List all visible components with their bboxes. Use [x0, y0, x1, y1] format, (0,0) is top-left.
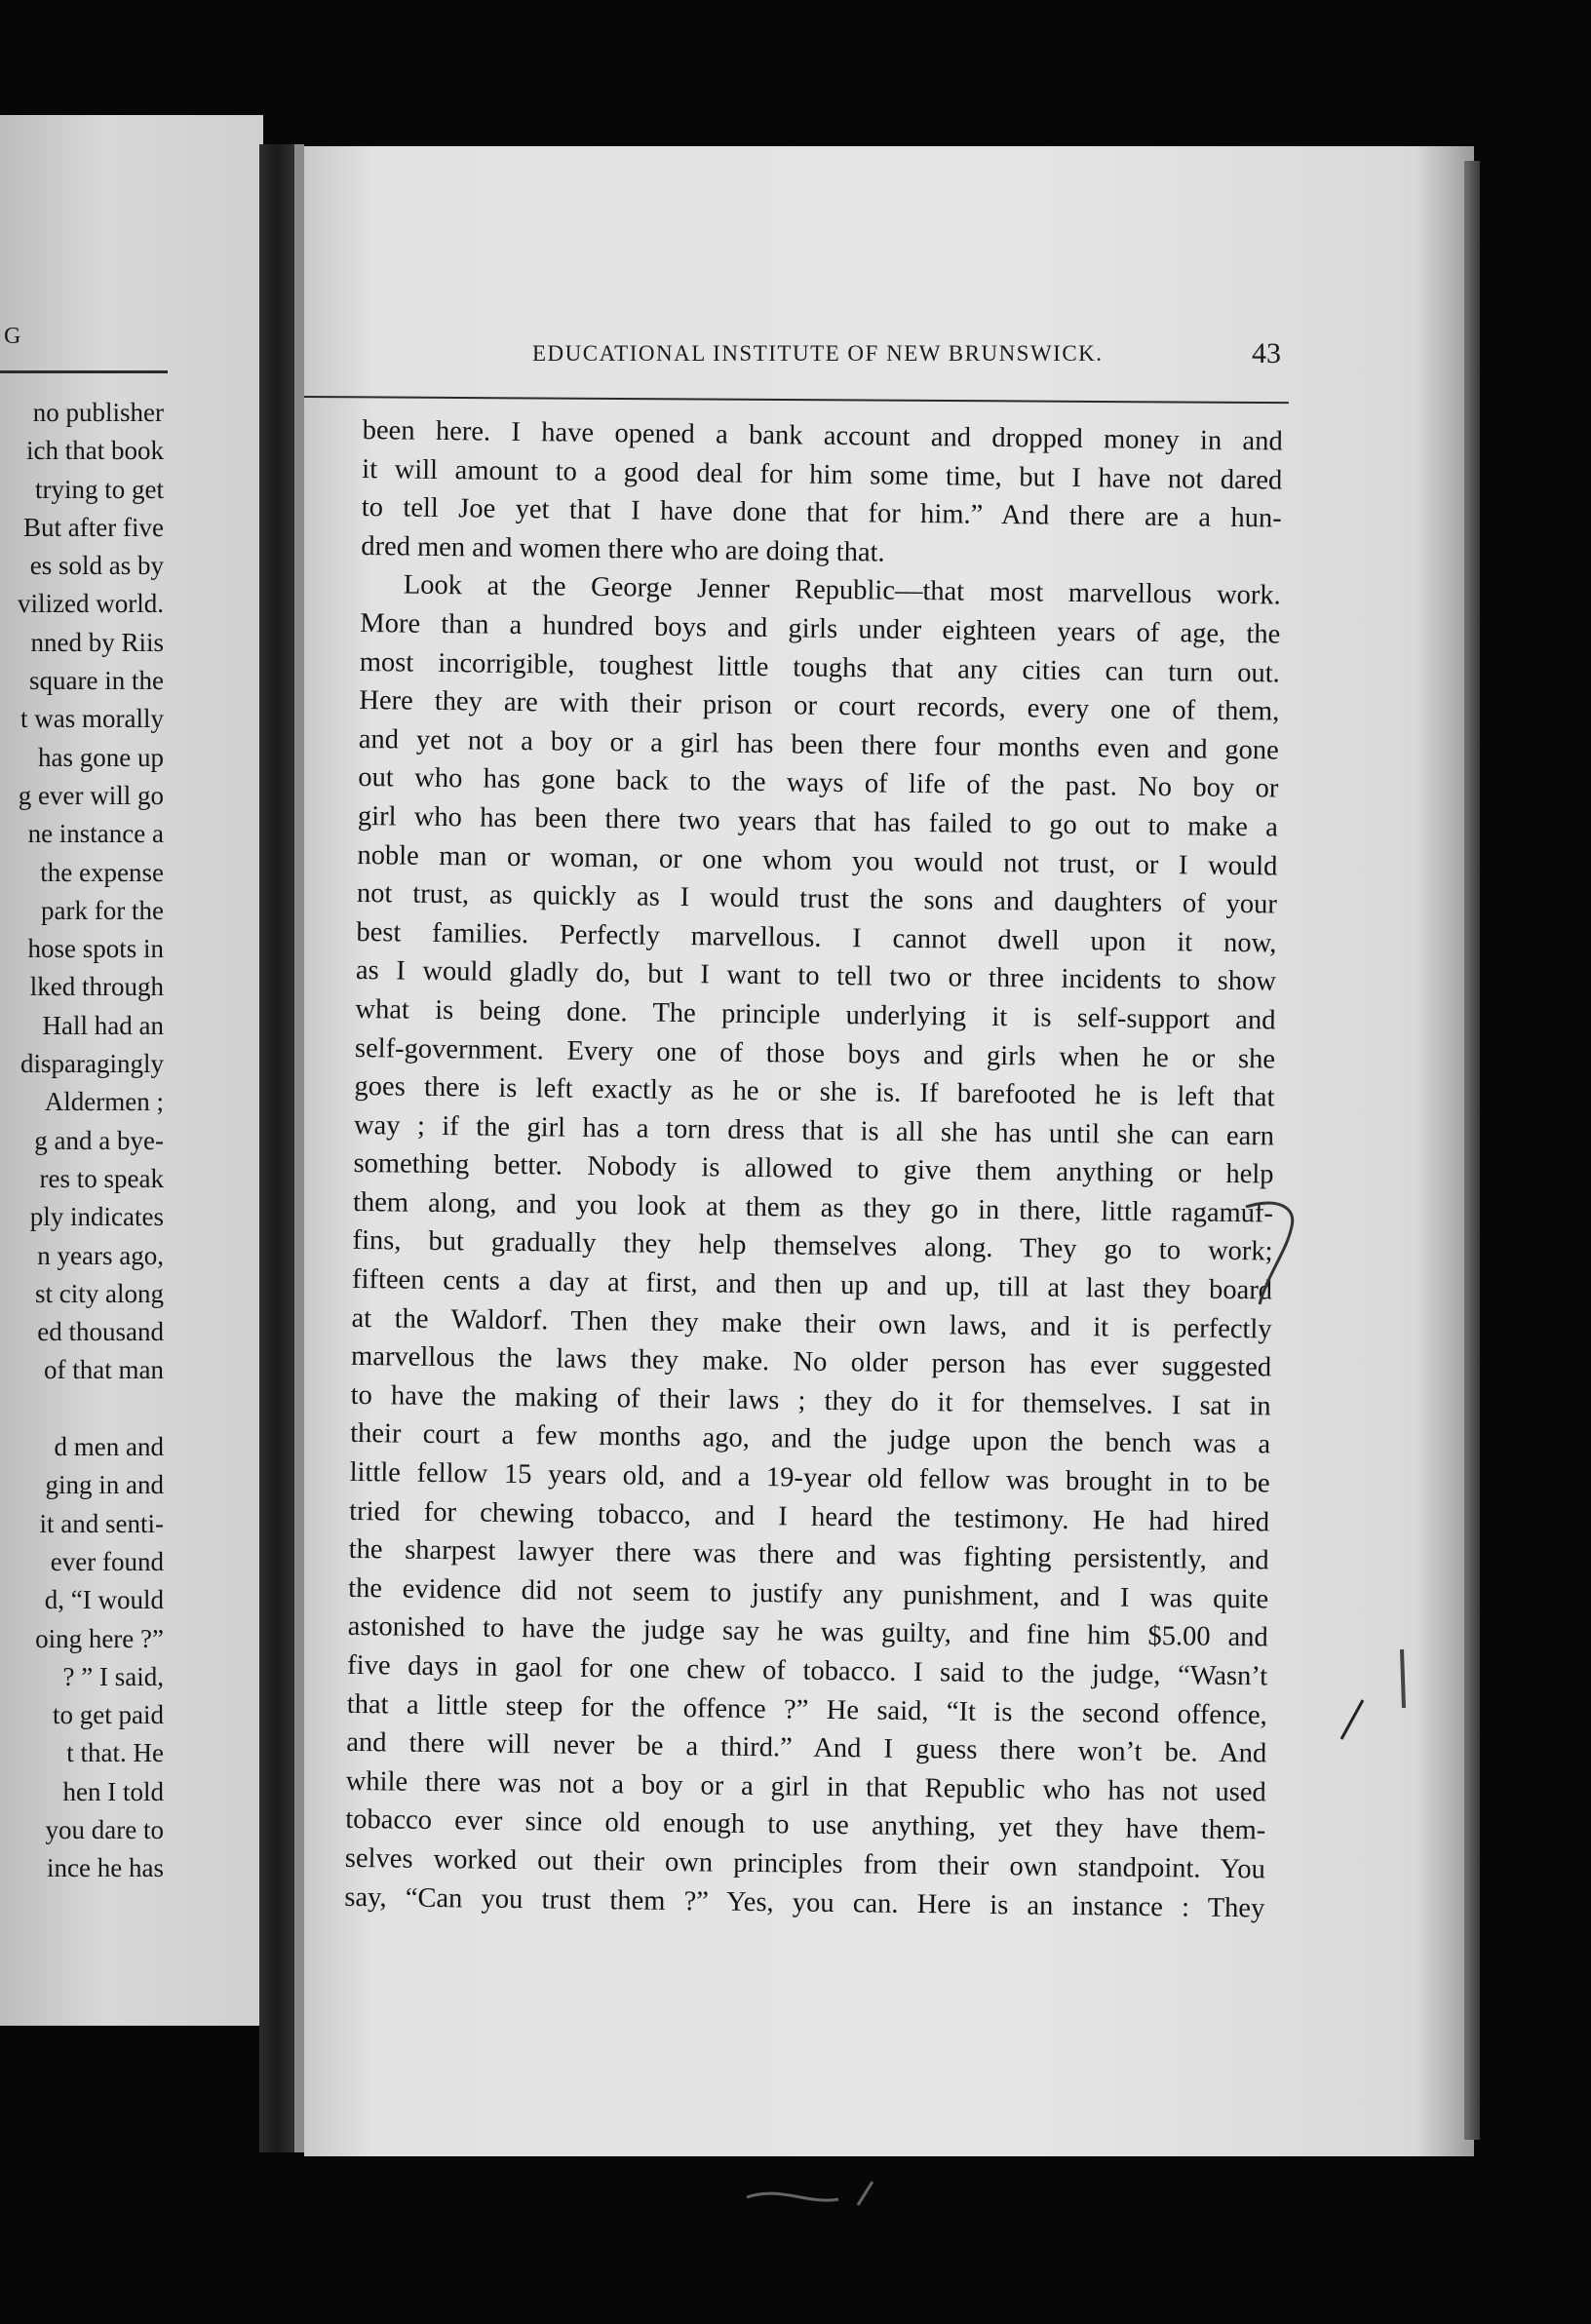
text-line: selves worked out their own principles from their own standpoint. You — [344, 1842, 1265, 1885]
running-head: EDUCATIONAL INSTITUTE OF NEW BRUNSWICK. — [532, 341, 1104, 366]
text-line: fifteen cents a day at first, and then up and up, till at last they board — [351, 1263, 1273, 1306]
left-page-line: Aldermen ; — [44, 1087, 164, 1117]
text-line: it will amount to a good deal for him some time, but I have not dared — [362, 453, 1283, 496]
text-line: their court a few months ago, and the judge upon the bench was a — [349, 1418, 1271, 1460]
text-line: marvellous the laws they make. No older person has ever suggested — [350, 1341, 1272, 1383]
left-page-text — [0, 394, 164, 1888]
text-line: Here they are with their prison or court records, every one of them, — [359, 685, 1280, 727]
left-page-line: t that. He — [66, 1738, 164, 1768]
body-text — [344, 411, 1283, 1928]
text-line: most incorrigible, toughest little toughs that any cities can turn out. — [359, 646, 1280, 689]
text-line: self-government. Every one of those boys and girls when he or she — [354, 1032, 1276, 1074]
left-page-line: park for the — [41, 895, 164, 925]
left-page-line: hen I told — [62, 1776, 164, 1806]
text-line: More than a hundred boys and girls under eighteen years of age, the — [360, 607, 1281, 650]
left-page-line: it and senti- — [39, 1508, 164, 1538]
left-page-line: ging in and — [45, 1470, 164, 1500]
left-page-line: of that man — [44, 1355, 164, 1385]
text-line: goes there is left exactly as he or she is. If barefooted he is left that — [354, 1071, 1275, 1113]
text-line: dred men and women there who are doing that. — [361, 530, 885, 568]
left-page-line: has gone up — [38, 742, 164, 772]
left-page-line: you dare to — [45, 1814, 164, 1844]
pencil-scrawl-mark — [741, 2176, 897, 2215]
text-line: and yet not a boy or a girl has been there four months even and gone — [358, 723, 1280, 766]
text-line: what is being done. The principle underlying it is self-support and — [355, 993, 1276, 1036]
page-number: 43 — [1252, 337, 1281, 369]
left-page-line: ed thousand — [37, 1317, 164, 1347]
text-line: tried for chewing tobacco, and I heard the testimony. He had hired — [349, 1495, 1270, 1538]
text-line: something better. Nobody is allowed to give them anything or help — [353, 1148, 1274, 1190]
text-line: tobacco ever since old enough to use anything, yet they have them- — [345, 1804, 1266, 1846]
text-line: girl who has been there two years that has failed to go out to make a — [357, 800, 1279, 843]
left-page-line: ince he has — [47, 1853, 164, 1883]
left-page-line: Hall had an — [42, 1010, 164, 1040]
binding-edge — [294, 144, 304, 2152]
text-line: the sharpest lawyer there was there and was fighting persistently, and — [348, 1534, 1269, 1576]
left-page-line: d, “I would — [44, 1585, 164, 1615]
left-page-line: square in the — [29, 666, 164, 696]
left-page-line: st city along — [35, 1278, 164, 1308]
text-line: as I would gladly do, but I want to tell two or three incidents to show — [355, 955, 1277, 997]
left-page-line: no publisher — [32, 398, 164, 427]
left-page-line: But after five — [23, 512, 164, 542]
left-page-line: hose spots in — [27, 934, 164, 964]
text-line: say, “Can you trust them ?” Yes, you can. Here is an instance : They — [344, 1881, 1265, 1923]
left-page-fragment — [0, 115, 263, 2026]
text-line: to have the making of their laws ; they do it for themselves. I sat in — [350, 1379, 1271, 1422]
page-right-edge — [1464, 161, 1480, 2140]
left-page-line: lked through — [29, 972, 164, 1002]
text-line: out who has gone back to the ways of life of the past. No boy or — [358, 762, 1279, 804]
main-page — [304, 146, 1474, 2156]
text-line: way ; if the girl has a torn dress that is all she has until she can earn — [353, 1109, 1275, 1152]
pencil-slash-mark — [1334, 1696, 1373, 1745]
left-page-line — [0, 1390, 164, 1428]
left-page-line: trying to get — [35, 474, 164, 504]
left-page-line: ply indicates — [29, 1202, 164, 1232]
text-line: astonished to have the judge say he was guilty, and fine him $5.00 and — [347, 1611, 1268, 1653]
left-page-line: nned by Riis — [30, 627, 164, 657]
text-line: at the Waldorf. Then they make their own laws, and it is perfectly — [351, 1302, 1272, 1345]
text-line: best families. Perfectly marvellous. I cannot dwell upon it now, — [356, 916, 1277, 959]
left-page-line: disparagingly — [20, 1049, 164, 1079]
left-page-line: n years ago, — [37, 1240, 164, 1270]
left-page-line: ? ” I said, — [62, 1661, 164, 1691]
left-page-line: es sold as by — [29, 551, 164, 581]
header-rule — [304, 396, 1289, 404]
text-line: fins, but gradually they help themselves along. They go to work; — [352, 1225, 1273, 1267]
left-header-rule — [0, 370, 168, 373]
left-page-line: oing here ?” — [35, 1623, 164, 1653]
text-line: been here. I have opened a bank account and dropped money in and — [362, 414, 1283, 457]
left-page-line: to get paid — [53, 1700, 164, 1730]
text-line: to tell Joe yet that I have done that for him.” And there are a hun- — [361, 492, 1282, 534]
left-page-line: ever found — [50, 1546, 164, 1576]
text-line: that a little steep for the offence ?” He said, “It is the second offence, — [346, 1688, 1267, 1731]
binding-gutter — [259, 144, 294, 2152]
left-page-line: vilized world. — [18, 589, 164, 619]
text-line: the evidence did not seem to justify any punishment, and I was quite — [348, 1572, 1269, 1615]
text-line: not trust, as quickly as I would trust the sons and daughters of your — [356, 878, 1278, 920]
left-page-line: g and a bye- — [34, 1125, 164, 1155]
text-line: while there was not a boy or a girl in that Republic who has not used — [345, 1765, 1266, 1808]
left-page-line: g ever will go — [18, 780, 164, 810]
text-line: them along, and you look at them as they go in there, little ragamuf- — [352, 1186, 1274, 1229]
text-line: Look at the George Jenner Republic—that most marvellous work. — [403, 569, 1281, 611]
left-running-head: G — [4, 324, 23, 349]
left-page-line: res to speak — [39, 1163, 164, 1193]
left-page-line: ich that book — [26, 436, 164, 466]
text-line: and there will never be a third.” And I guess there won’t be. And — [346, 1727, 1267, 1769]
left-page-line: t was morally — [20, 704, 164, 734]
text-line: noble man or woman, or one whom you would not trust, or I would — [357, 839, 1278, 882]
left-page-line: the expense — [40, 857, 164, 887]
text-line: five days in gaol for one chew of tobacco. I said to the judge, “Wasn’t — [347, 1649, 1268, 1692]
pencil-bracket-mark — [1238, 1197, 1316, 1314]
text-line: little fellow 15 years old, and a 19-year old fellow was brought in to be — [349, 1456, 1270, 1499]
left-page-line: d men and — [54, 1432, 164, 1462]
pencil-tick-mark — [1394, 1646, 1414, 1714]
left-page-line: ne instance a — [27, 819, 164, 849]
